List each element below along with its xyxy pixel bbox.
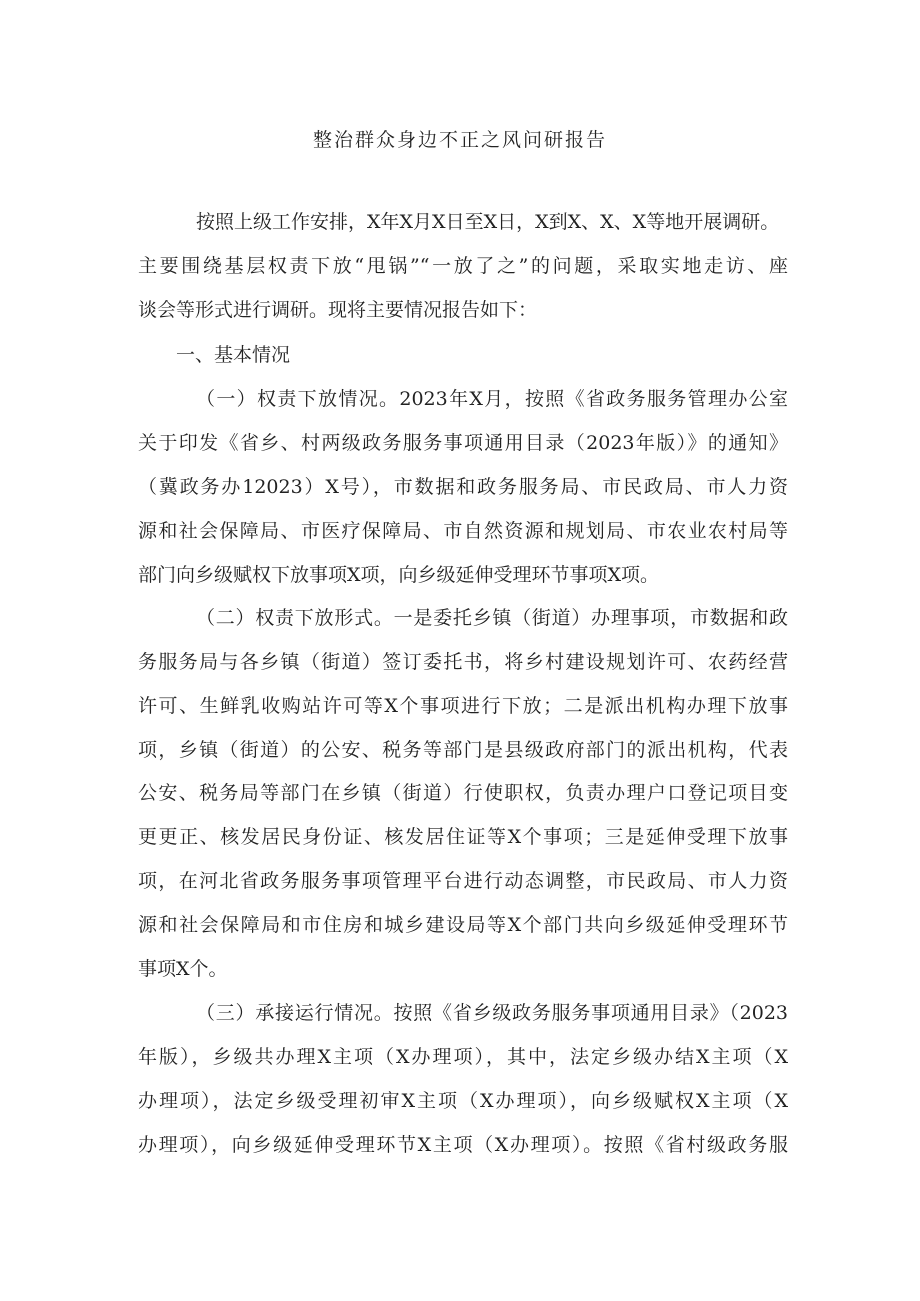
- paragraph-line: 许可、生鲜乳收购站许可等X个事项进行下放；二是派出机构办理下放事: [138, 695, 788, 717]
- paragraph-line: 源和社会保障局和市住房和城乡建设局等X个部门共向乡级延伸受理环节: [138, 914, 788, 936]
- paragraph-line: 更更正、核发居民身份证、核发居住证等X个事项；三是延伸受理下放事: [138, 826, 788, 848]
- paragraph-line: 项，在河北省政务服务事项管理平台进行动态调整，市民政局、市人力资: [138, 870, 788, 892]
- paragraph-line: （三）承接运行情况。按照《省乡级政务服务事项通用目录》（2023: [196, 1002, 788, 1024]
- paragraph-line: 源和社会保障局、市医疗保障局、市自然资源和规划局、市农业农村局等: [138, 520, 788, 542]
- paragraph-line: （冀政务办12023）X号），市数据和政务服务局、市民政局、市人力资: [138, 476, 788, 498]
- paragraph-line: 务服务局与各乡镇（街道）签订委托书，将乡村建设规划许可、农药经营: [138, 651, 788, 673]
- paragraph-line: （二）权责下放形式。一是委托乡镇（街道）办理事项，市数据和政: [196, 607, 788, 629]
- paragraph-line: 办理项），向乡级延伸受理环节X主项（X办理项）。按照《省村级政务服: [138, 1134, 788, 1156]
- paragraph-line: 公安、税务局等部门在乡镇（街道）行使职权，负责办理户口登记项目变: [138, 782, 788, 804]
- paragraph-line: 按照上级工作安排，X年X月X日至X日，X到X、X、X等地开展调研。: [196, 211, 780, 233]
- paragraph-line: 谈会等形式进行调研。现将主要情况报告如下：: [138, 299, 538, 321]
- paragraph-line: 事项X个。: [138, 958, 228, 980]
- paragraph-line: 主要围绕基层权责下放“甩锅”“一放了之”的问题，采取实地走访、座: [138, 255, 788, 277]
- paragraph-line: 部门向乡级赋权下放事项X项，向乡级延伸受理环节事项X项。: [138, 564, 660, 586]
- paragraph-line: 关于印发《省乡、村两级政务服务事项通用目录（2023年版）》的通知》: [138, 432, 788, 454]
- paragraph-line: 办理项），法定乡级受理初审X主项（X办理项），向乡级赋权X主项（X: [138, 1090, 788, 1112]
- paragraph-line: 年版），乡级共办理X主项（X办理项），其中，法定乡级办结X主项（X: [138, 1046, 788, 1068]
- paragraph-line: （一）权责下放情况。2023年X月，按照《省政务服务管理办公室: [196, 388, 788, 410]
- paragraph-line: 项，乡镇（街道）的公安、税务等部门是县级政府部门的派出机构，代表: [138, 739, 788, 761]
- section-heading: 一、基本情况: [176, 344, 291, 366]
- document-title: 整治群众身边不正之风问研报告: [312, 129, 607, 151]
